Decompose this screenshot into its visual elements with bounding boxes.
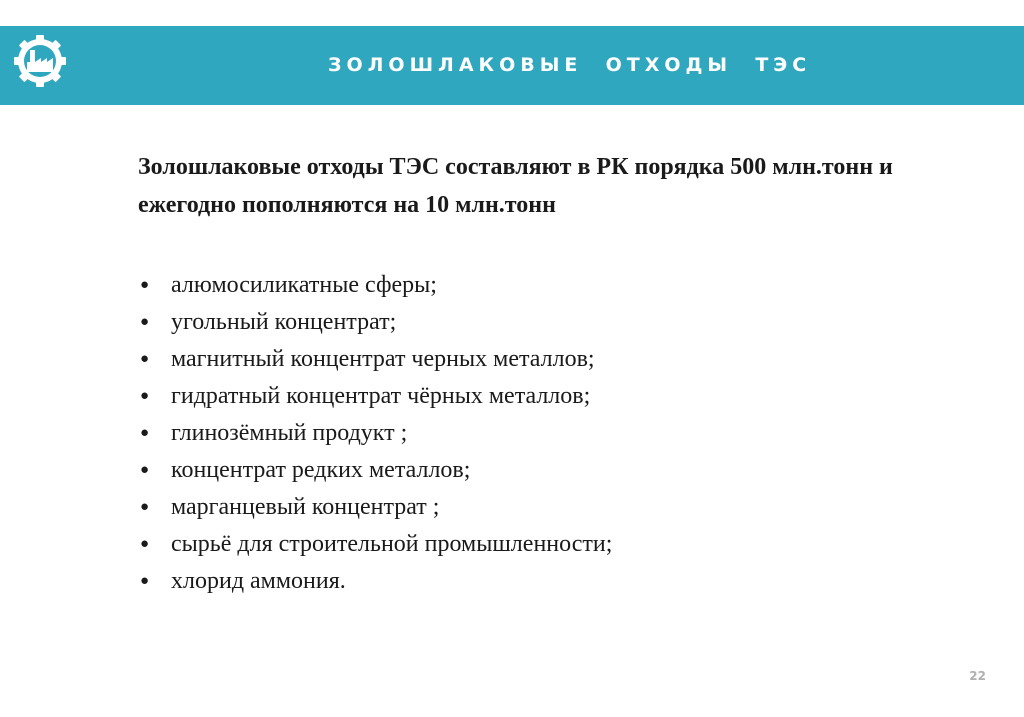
list-item: [138, 304, 928, 341]
list-item: [138, 267, 928, 304]
list-item-text: глинозёмный продукт ;: [171, 420, 408, 446]
list-item: [138, 563, 928, 600]
bullet-icon: ●: [140, 277, 150, 293]
bullet-icon: ●: [140, 314, 150, 330]
bullet-icon: ●: [140, 351, 150, 367]
page-number: 22: [969, 669, 986, 683]
bullet-icon: ●: [140, 499, 150, 515]
list-item-text: алюмосиликатные сферы;: [171, 272, 437, 298]
list-item: [138, 489, 928, 526]
list-item-text: хлорид аммония.: [171, 568, 346, 594]
bullet-icon: ●: [140, 536, 150, 552]
list-item: [138, 341, 928, 378]
list-item-text: марганцевый концентрат ;: [171, 494, 440, 520]
bullet-list: [138, 267, 928, 600]
page-title: ЗОЛОШЛАКОВЫЕ ОТХОДЫ ТЭС: [328, 54, 812, 76]
list-item: [138, 526, 928, 563]
bullet-icon: ●: [140, 462, 150, 478]
list-item: [138, 415, 928, 452]
list-item-text: концентрат редких металлов;: [171, 457, 471, 483]
bullet-icon: ●: [140, 388, 150, 404]
list-item-text: магнитный концентрат черных металлов;: [171, 346, 595, 372]
gear-factory-icon: [12, 33, 68, 89]
list-item: [138, 378, 928, 415]
intro-text: Золошлаковые отходы ТЭС составляют в РК порядка 500 млн.тонн и ежегодно пополняются на 10 млн.тонн: [138, 154, 893, 218]
list-item-text: угольный концентрат;: [171, 309, 397, 335]
list-item: [138, 452, 928, 489]
main-content: [138, 148, 928, 600]
bullet-icon: ●: [140, 425, 150, 441]
list-item-text: сырьё для строительной промышленности;: [171, 531, 613, 557]
header-bar: [0, 26, 1024, 105]
bullet-icon: ●: [140, 573, 150, 589]
list-item-text: гидратный концентрат чёрных металлов;: [171, 383, 591, 409]
